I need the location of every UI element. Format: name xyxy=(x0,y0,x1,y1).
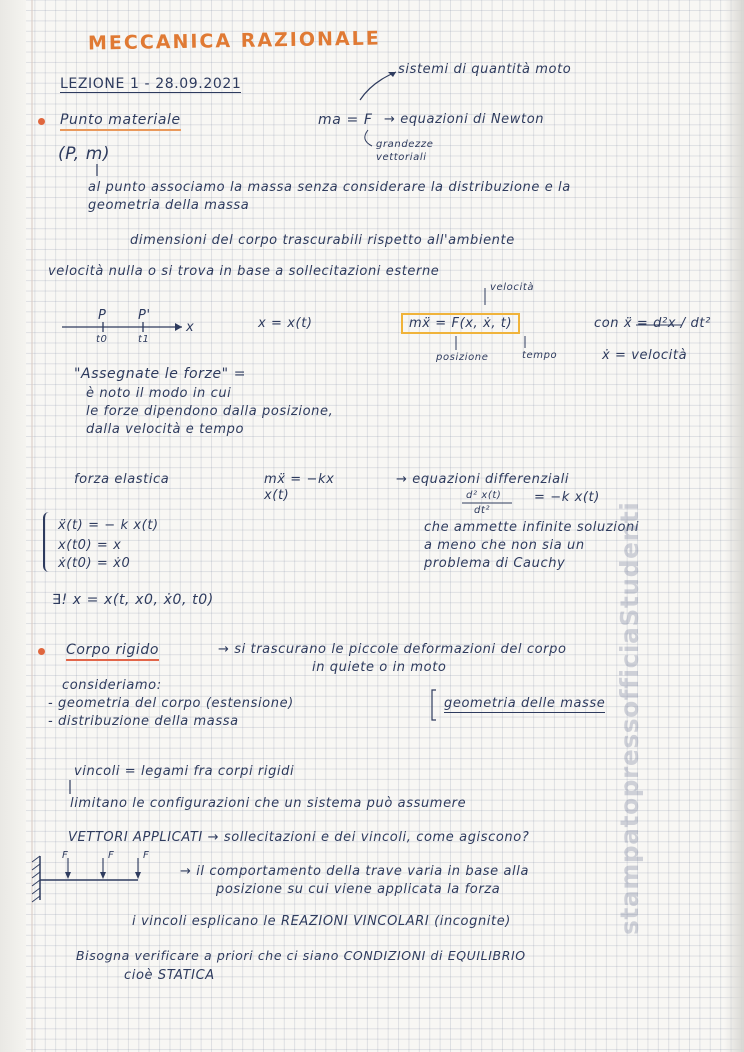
acceleration-def: con ẍ = d²x / dt² xyxy=(594,316,711,331)
cauchy-line-3: problema di Cauchy xyxy=(424,556,566,571)
rigid-consider: consideriamo: xyxy=(62,678,162,693)
velocity-def: ẋ = velocità xyxy=(602,348,688,363)
point-line-3: dimensioni del corpo trascurabili rispetto all'ambiente xyxy=(130,233,515,248)
constraints-line-6: i vincoli esplicano le REAZIONI VINCOLARI (incognite) xyxy=(132,914,511,929)
newton-equation-note: → equazioni di Newton xyxy=(384,112,545,127)
diff-numerator: d² x(t) xyxy=(466,490,502,501)
rigid-bullet-1: - geometria del corpo (estensione) xyxy=(48,696,294,711)
rigid-desc-1: → si trascurano le piccole deformazioni del corpo xyxy=(218,642,567,657)
elastic-xt: x(t) xyxy=(264,488,290,503)
elastic-force-label: forza elastica xyxy=(74,472,170,487)
system-eq-2: x(t0) = x xyxy=(58,538,122,553)
rigid-bullet-2: - distribuzione della massa xyxy=(48,714,239,729)
axis-label-p-prime: P' xyxy=(138,308,151,323)
system-eq-3: ẋ(t0) = ẋ0 xyxy=(58,556,131,571)
watermark: stampatopressofficiaStudenti xyxy=(615,501,644,935)
velocity-label: velocità xyxy=(490,282,535,293)
bullet-point-2 xyxy=(38,648,45,655)
note-arrow xyxy=(360,72,396,100)
force-label-1: F xyxy=(62,850,69,861)
wall-hatch xyxy=(32,856,40,902)
unique-solution: ∃! x = x(t, x0, ẋ0, t0) xyxy=(52,592,214,608)
position-function: x = x(t) xyxy=(258,316,313,331)
constraints-line-1: vincoli = legami fra corpi rigidi xyxy=(74,764,295,779)
axis-label-t0: t0 xyxy=(96,334,108,345)
lesson-date: LEZIONE 1 - 28.09.2021 xyxy=(60,76,242,92)
cauchy-line-1: che ammette infinite soluzioni xyxy=(424,520,640,535)
elastic-equation: mẍ = −kx xyxy=(264,472,335,487)
diff-denominator: dt² xyxy=(474,505,491,516)
force-label-2: F xyxy=(108,850,115,861)
time-label: tempo xyxy=(522,350,558,361)
axis-label-p: P xyxy=(98,308,107,323)
axis-label-x: x xyxy=(186,320,195,335)
notes-title: MECCANICA RAZIONALE xyxy=(87,27,381,55)
section-heading-point: Punto materiale xyxy=(60,112,181,128)
vector-note-arrow xyxy=(365,130,372,146)
point-line-4: velocità nulla o si trova in base a sollecitazioni esterne xyxy=(48,264,440,279)
system-eq-1: ẍ(t) = − k x(t) xyxy=(58,518,159,533)
newton-equation: ma = F xyxy=(318,112,373,128)
mass-geometry: geometria delle masse xyxy=(444,696,606,711)
constraints-line-5: posizione su cui viene applicata la forza xyxy=(216,882,501,897)
position-label: posizione xyxy=(436,352,489,363)
point-mass-pair: (P, m) xyxy=(58,144,111,164)
point-line-1: al punto associamo la massa senza considerare la distribuzione e la xyxy=(88,180,571,195)
bullet-point-1 xyxy=(38,118,45,125)
cauchy-line-2: a meno che non sia un xyxy=(424,538,585,553)
constraints-line-4: → il comportamento della trave varia in base alla xyxy=(180,864,530,879)
quantity-note: sistemi di quantità moto xyxy=(398,62,572,77)
diff-rhs: = −k x(t) xyxy=(534,490,600,505)
constraints-line-3: VETTORI APPLICATI → sollecitazioni e dei vincoli, come agiscono? xyxy=(68,830,530,845)
vector-quantities-note: grandezze vettoriali xyxy=(376,139,434,163)
force-label-3: F xyxy=(143,850,150,861)
axis-label-t1: t1 xyxy=(138,334,150,345)
forces-quote: "Assegnate le forze" = xyxy=(74,366,247,382)
forces-line-1: è noto il modo in cui xyxy=(86,386,232,401)
rigid-desc-2: in quiete o in moto xyxy=(312,660,447,675)
differential-equations: → equazioni differenziali xyxy=(396,472,570,487)
forces-line-2: le forze dipendono dalla posizione, xyxy=(86,404,334,419)
forces-line-3: dalla velocità e tempo xyxy=(86,422,245,437)
point-line-2: geometria della massa xyxy=(88,198,250,213)
constraints-line-2: limitano le configurazioni che un sistema può assumere xyxy=(70,796,467,811)
list-bracket xyxy=(432,690,436,720)
constraints-line-8: cioè STATICA xyxy=(124,968,215,983)
newton-boxed-equation: mẍ = F(x, ẋ, t) xyxy=(401,313,520,334)
time-axis-head xyxy=(175,323,182,331)
constraints-line-7: Bisogna verificare a priori che ci siano CONDIZIONI di EQUILIBRIO xyxy=(76,948,526,963)
section-heading-rigid: Corpo rigido xyxy=(66,642,159,658)
system-brace xyxy=(43,512,53,572)
